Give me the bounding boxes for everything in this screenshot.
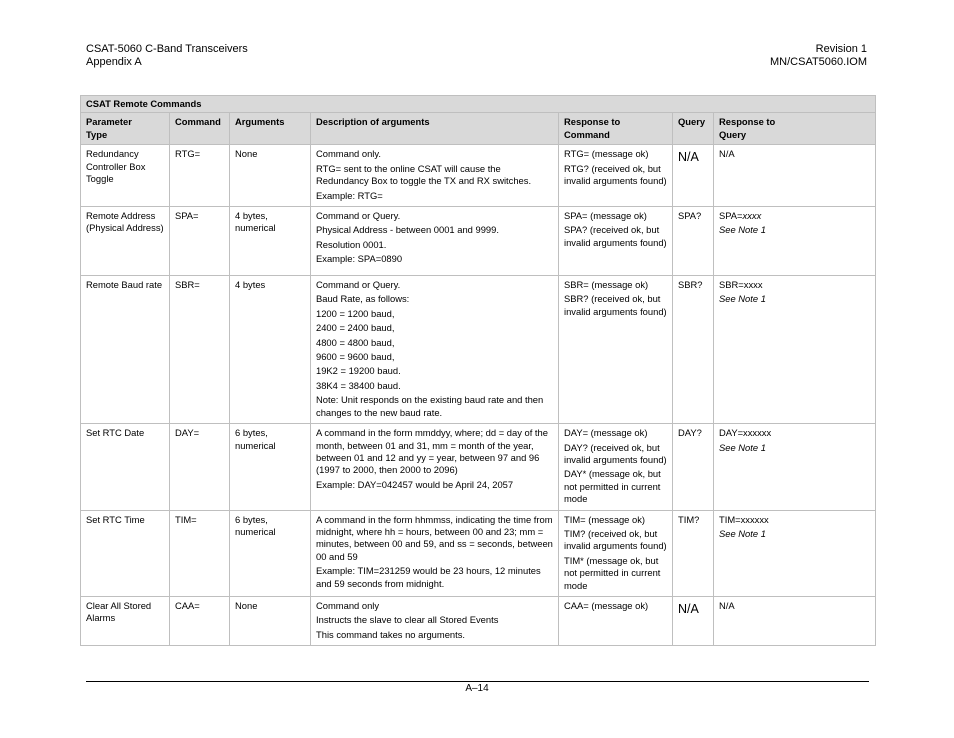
response-to-command-cell-line: TIM* (message ok, but not permitted in current mode (564, 554, 661, 591)
col-header-response-to-command (559, 113, 673, 145)
arguments-cell (230, 145, 311, 207)
table-row (81, 424, 876, 510)
description-cell-line: This command takes no arguments. (316, 628, 466, 640)
response-to-query-cell (714, 207, 876, 276)
response-to-command-cell-line: DAY* (message ok, but not permitted in current mode (564, 468, 661, 505)
response-to-command-cell-line: SPA= (message ok) (564, 210, 647, 222)
document-header-right (770, 43, 867, 69)
col-header-text: Response to (564, 116, 621, 128)
parameter-type-cell (81, 596, 170, 645)
arguments-cell (230, 510, 311, 596)
description-cell-line: Baud Rate, as follows: (316, 293, 410, 305)
command-cell: DAY= (170, 424, 230, 510)
arguments-cell (230, 207, 311, 276)
response-to-query-cell-line: N/A (719, 599, 735, 611)
query-cell: SBR? (673, 276, 714, 424)
table-title: CSAT Remote Commands (81, 96, 876, 113)
parameter-type-cell-line: (Physical Address) (86, 222, 164, 234)
description-cell-line: Example: RTG= (316, 189, 383, 201)
description-cell-line: A command in the form mmddyy, where; dd = day of the month, between 01 and 31, mm = month of the year, between 01 and 12 and yy = year, between 97 and 96 (1997 to 2000, then 2000 to 2096) (316, 427, 548, 476)
response-to-command-cell (559, 276, 673, 424)
response-to-query-cell-line: TIM=xxxxxx (719, 513, 769, 525)
parameter-type-cell-line: Set RTC Time (86, 513, 145, 525)
response-to-command-cell-line: SBR? (received ok, but invalid arguments found) (564, 293, 667, 317)
col-header-text: Type (86, 128, 108, 140)
response-to-command-cell-line: DAY= (message ok) (564, 427, 648, 439)
description-cell (311, 276, 559, 424)
parameter-type-cell-line: Clear All Stored (86, 599, 152, 611)
arguments-cell (230, 424, 311, 510)
arguments-cell-line: numerical (235, 222, 276, 234)
parameter-type-cell-line: Set RTC Date (86, 427, 145, 439)
response-to-query-cell (714, 424, 876, 510)
query-cell: DAY? (673, 424, 714, 510)
response-to-command-cell-line: RTG? (received ok, but invalid arguments found) (564, 162, 667, 187)
document-header-left (86, 43, 248, 69)
col-header-description: Description of arguments (311, 113, 559, 145)
description-cell (311, 510, 559, 596)
col-header-parameter-type (81, 113, 170, 145)
command-cell: SBR= (170, 276, 230, 424)
parameter-type-cell-line: Remote Address (86, 210, 156, 222)
description-cell-line: RTG= sent to the online CSAT will cause the Redundancy Box to toggle the TX and RX switches. (316, 162, 532, 187)
response-to-command-cell-line: SBR= (message ok) (564, 279, 649, 291)
command-cell: TIM= (170, 510, 230, 596)
col-header-text: Command (564, 128, 610, 140)
col-header-text: Response to (719, 116, 776, 128)
response-to-query-cell (714, 510, 876, 596)
table-row (81, 510, 876, 596)
arguments-cell (230, 276, 311, 424)
description-cell-line: Example: DAY=042457 would be April 24, 2057 (316, 478, 514, 490)
page-number: A–14 (465, 683, 489, 694)
response-to-query-cell-line: See Note 1 (719, 441, 766, 453)
parameter-type-cell-line: Controller Box (86, 160, 146, 172)
arguments-cell-line: None (235, 599, 258, 611)
response-to-query-cell-line: N/A (719, 148, 735, 160)
document-title: CSAT-5060 C-Band Transceivers (86, 43, 248, 55)
response-to-command-cell-line: SPA? (received ok, but invalid arguments found) (564, 224, 667, 248)
description-cell-line: Command or Query. (316, 279, 401, 291)
parameter-type-cell (81, 424, 170, 510)
parameter-type-cell-line: Redundancy (86, 148, 139, 160)
remote-commands-table (80, 95, 876, 646)
description-cell (311, 596, 559, 645)
query-cell: N/A (673, 145, 714, 207)
response-to-command-cell-line: CAA= (message ok) (564, 599, 649, 611)
parameter-type-cell (81, 207, 170, 276)
description-cell-line: Command only. (316, 148, 381, 160)
footer-rule (86, 681, 869, 682)
response-to-query-cell-line: SPA=xxxx (719, 210, 762, 222)
response-to-command-cell-line: TIM? (received ok, but invalid arguments found) (564, 527, 667, 552)
col-header-text: Parameter (86, 116, 132, 128)
response-to-query-cell-line: See Note 1 (719, 224, 766, 236)
response-to-query-cell-line: See Note 1 (719, 527, 766, 539)
arguments-cell-line: 4 bytes (235, 279, 266, 291)
document-section: Appendix A (86, 56, 142, 68)
table-row (81, 145, 876, 207)
arguments-cell-line: numerical (235, 525, 276, 537)
parameter-type-cell (81, 145, 170, 207)
description-cell-line: Command only (316, 599, 380, 611)
command-cell: CAA= (170, 596, 230, 645)
response-to-command-cell (559, 510, 673, 596)
table-row (81, 276, 876, 424)
response-to-command-cell (559, 596, 673, 645)
response-to-command-cell-line: RTG= (message ok) (564, 148, 649, 160)
col-header-arguments: Arguments (230, 113, 311, 145)
response-to-command-cell (559, 207, 673, 276)
parameter-type-cell-line: Remote Baud rate (86, 279, 163, 291)
table-row (81, 207, 876, 276)
arguments-cell-line: 6 bytes, (235, 427, 268, 439)
description-cell-line: 2400 = 2400 baud, (316, 322, 395, 334)
description-cell-line: Command or Query. (316, 210, 401, 222)
response-to-query-cell (714, 145, 876, 207)
response-to-command-cell (559, 424, 673, 510)
table-header-row (81, 113, 876, 145)
response-to-command-cell-line: DAY? (received ok, but invalid arguments found) (564, 441, 667, 465)
description-cell-line: 4800 = 4800 baud, (316, 336, 395, 348)
description-cell-line: 19K2 = 19200 baud. (316, 365, 401, 377)
arguments-cell-line: 4 bytes, (235, 210, 268, 222)
description-cell-line: Physical Address - between 0001 and 9999. (316, 224, 499, 236)
arguments-cell (230, 596, 311, 645)
description-cell (311, 207, 559, 276)
document-number: MN/CSAT5060.IOM (770, 56, 867, 68)
response-to-query-cell (714, 596, 876, 645)
arguments-cell-line: 6 bytes, (235, 513, 268, 525)
document-revision: Revision 1 (815, 43, 867, 55)
response-to-query-cell-line: DAY=xxxxxx (719, 427, 772, 439)
description-cell-line: Resolution 0001. (316, 238, 387, 250)
parameter-type-cell (81, 276, 170, 424)
arguments-cell-line: numerical (235, 439, 276, 451)
command-cell: RTG= (170, 145, 230, 207)
response-to-query-cell-line: See Note 1 (719, 293, 766, 305)
query-cell: N/A (673, 596, 714, 645)
description-cell-line: 1200 = 1200 baud, (316, 307, 395, 319)
arguments-cell-line: None (235, 148, 258, 160)
description-cell-line: Example: SPA=0890 (316, 253, 403, 265)
description-cell-line: A command in the form hhmmss, indicating the time from midnight, where hh = hours, between 00 and 23; mm = minutes, between 00 and 59, and ss = seconds, between 00 and 59 (316, 513, 553, 562)
parameter-type-cell-line: Toggle (86, 173, 114, 185)
col-header-response-to-query (714, 113, 876, 145)
description-cell-line: 38K4 = 38400 baud. (316, 379, 401, 391)
description-cell-line: 9600 = 9600 baud, (316, 351, 395, 363)
description-cell-line: Example: TIM=231259 would be 23 hours, 12 minutes and 59 seconds from midnight. (316, 565, 541, 589)
query-cell: SPA? (673, 207, 714, 276)
query-cell: TIM? (673, 510, 714, 596)
parameter-type-cell-line: Alarms (86, 612, 116, 624)
description-cell-line: Note: Unit responds on the existing baud rate and then changes to the new baud rate. (316, 394, 544, 418)
response-to-command-cell-line: TIM= (message ok) (564, 513, 646, 525)
col-header-command: Command (170, 113, 230, 145)
parameter-type-cell (81, 510, 170, 596)
command-cell: SPA= (170, 207, 230, 276)
description-cell-line: Instructs the slave to clear all Stored Events (316, 614, 499, 626)
col-header-query: Query (673, 113, 714, 145)
response-to-command-cell (559, 145, 673, 207)
description-cell (311, 424, 559, 510)
col-header-text: Query (719, 128, 747, 140)
description-cell (311, 145, 559, 207)
response-to-query-cell (714, 276, 876, 424)
response-to-query-cell-line: SBR=xxxx (719, 279, 763, 291)
table-row (81, 596, 876, 645)
